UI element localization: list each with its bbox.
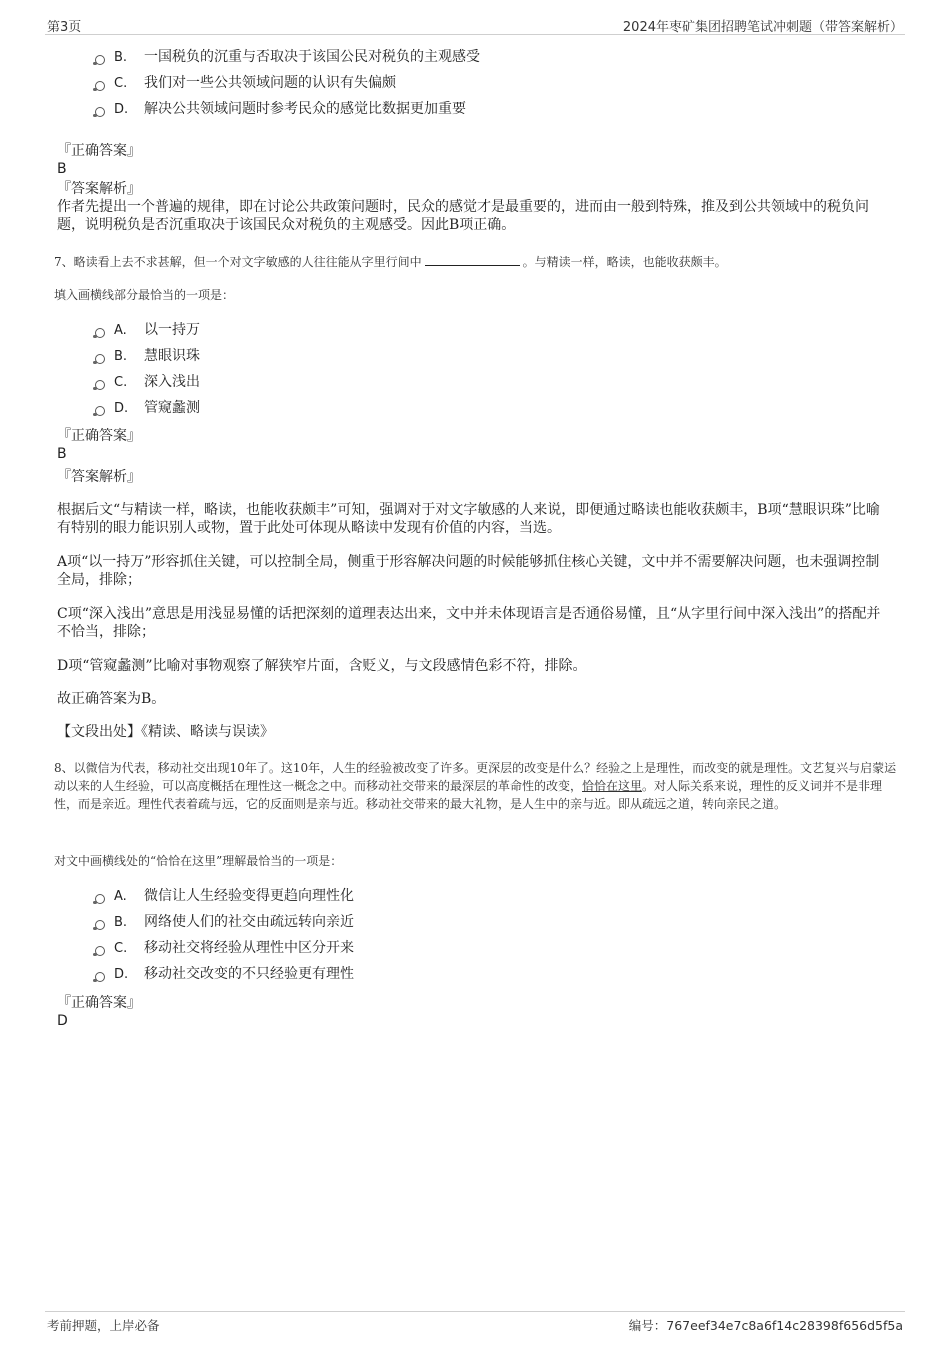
q8-stem: 8、以微信为代表，移动社交出现10年了。这10年，人生的经验被改变了许多。更深层的改变是什么？经验之上是理性，而改变的就是理性。文艺复兴与启蒙运动以来的人生经验，可以高度概括在理性这一概念之中。而移动社交带来的最深层的革命性的改变，恰恰在这里。对人际关系来说，理性的反义词并不是非理性，而是亲近。理性代表着疏与远，它的反面则是亲与近。移动社交带来的最大礼物，是人生中的亲与近。即从疏远之道，转向亲民之道。	[54, 761, 897, 811]
q8-answer-label: 『正确答案』	[57, 995, 141, 1011]
footer-serial: 编号：767eef34e7c8a6f14c28398f656d5f5a	[628, 1318, 903, 1333]
fill-blank	[425, 253, 520, 266]
page-footer	[45, 1311, 905, 1334]
q8-option-a[interactable]: A. 微信让人生经验变得更趋向理性化	[95, 886, 354, 906]
radio-icon[interactable]	[95, 894, 105, 904]
document-title: 2024年枣矿集团招聘笔试冲刺题（带答案解析）	[622, 20, 903, 35]
radio-icon[interactable]	[95, 354, 105, 364]
q7-analysis-label: 『答案解析』	[57, 469, 141, 485]
q6-analysis-label: 『答案解析』	[57, 181, 141, 197]
radio-icon[interactable]	[95, 81, 105, 91]
q7-answer-label: 『正确答案』	[57, 428, 141, 444]
q7-answer: B	[57, 446, 67, 462]
q8-option-b[interactable]: B. 网络使人们的社交由疏远转向亲近	[95, 912, 354, 932]
radio-icon[interactable]	[95, 328, 105, 338]
q8-answer: D	[57, 1013, 68, 1029]
q7-stem: 7、略读看上去不求甚解，但一个对文字敏感的人往往能从字里行间中 。与精读一样，略读，也能收获颇丰。	[54, 255, 727, 269]
q7-analysis-para: A项“以一持万”形容抓住关键，可以控制全局，侧重于形容解决问题的时候能够抓住核心关键，文中并不需要解决问题，也未强调控制全局，排除；	[57, 554, 880, 588]
q8-prompt: 对文中画横线处的“恰恰在这里”理解最恰当的一项是：	[54, 854, 343, 868]
radio-icon[interactable]	[95, 920, 105, 930]
radio-icon[interactable]	[95, 972, 105, 982]
radio-icon[interactable]	[95, 107, 105, 117]
q6-option-c[interactable]: C. 我们对一些公共领域问题的认识有失偏颇	[95, 73, 396, 93]
radio-icon[interactable]	[95, 946, 105, 956]
q7-analysis-para: D项“管窥蠡测”比喻对事物观察了解狭窄片面，含贬义，与文段感情色彩不符，排除。	[57, 658, 587, 674]
q7-option-b[interactable]: B. 慧眼识珠	[95, 346, 200, 366]
underlined-phrase: 恰恰在这里	[582, 779, 643, 793]
q6-option-b[interactable]: B. 一国税负的沉重与否取决于该国公民对税负的主观感受	[95, 47, 480, 67]
q7-analysis-para: C项“深入浅出”意思是用浅显易懂的话把深刻的道理表达出来，文中并未体现语言是否通俗易懂，且“从字里行间中深入浅出”的搭配并不恰当，排除；	[57, 606, 881, 640]
q6-option-d[interactable]: D. 解决公共领域问题时参考民众的感觉比数据更加重要	[95, 99, 466, 119]
radio-icon[interactable]	[95, 55, 105, 65]
q6-answer-label: 『正确答案』	[57, 143, 141, 159]
radio-icon[interactable]	[95, 380, 105, 390]
q8-option-d[interactable]: D. 移动社交改变的不只经验更有理性	[95, 964, 354, 984]
footer-slogan: 考前押题，上岸必备	[47, 1318, 160, 1333]
radio-icon[interactable]	[95, 406, 105, 416]
q7-option-a[interactable]: A. 以一持万	[95, 320, 200, 340]
q7-conclusion: 故正确答案为B。	[57, 691, 166, 707]
q7-analysis-para: 根据后文“与精读一样，略读，也能收获颇丰”可知，强调对于对文字敏感的人来说，即便通过略读也能收获颇丰，B项“慧眼识珠”比喻有特别的眼力能识别人或物，置于此处可体现从略读中发现有价值的内容，当选。	[57, 502, 880, 536]
q7-source: 【文段出处】《精读、略读与误读》	[57, 724, 274, 740]
page-number: 第3页	[47, 20, 82, 35]
q8-option-c[interactable]: C. 移动社交将经验从理性中区分开来	[95, 938, 354, 958]
page-header	[45, 14, 905, 35]
q6-answer: B	[57, 161, 67, 177]
q7-option-d[interactable]: D. 管窥蠡测	[95, 398, 200, 418]
q7-prompt: 填入画横线部分最恰当的一项是：	[54, 288, 235, 302]
q7-option-c[interactable]: C. 深入浅出	[95, 372, 200, 392]
q6-analysis: 作者先提出一个普遍的规律，即在讨论公共政策问题时，民众的感觉才是最重要的，进而由一般到特殊，推及到公共领域中的税负问题，说明税负是否沉重取决于该国民众对税负的主观感受。因此B项正确。	[57, 199, 869, 233]
